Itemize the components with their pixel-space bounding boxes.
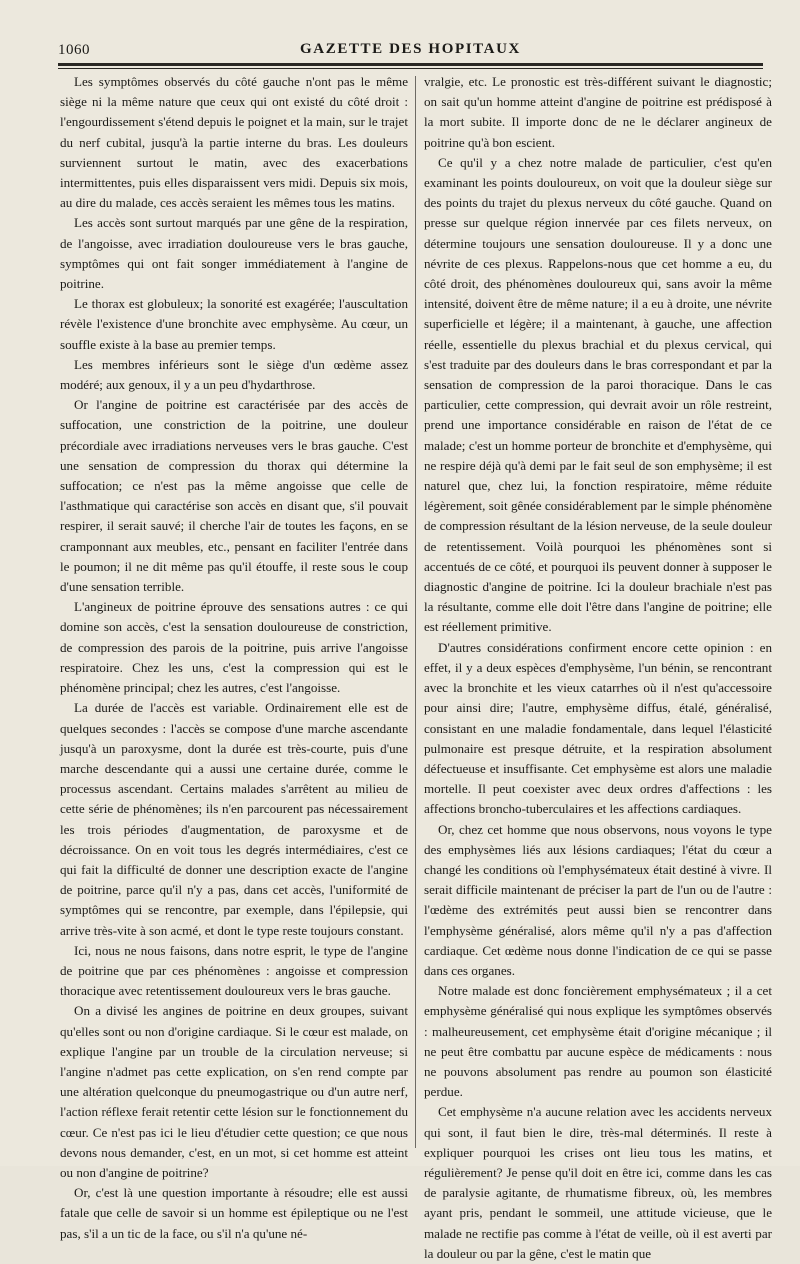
paragraph: Or l'angine de poitrine est caractérisée par des accès de suffocation, une constriction de la poitrine, une douleur précordiale avec irradiations nerveuses vers le bras gauche. C'est une sensation de compression du thorax qui détermine la suffocation; ce n'est pas la même angoisse que celle de l'asthmatique qui caractérise son accès en disant que, s'il pouvait respirer, il serait sauvé; il cherche l'air de toutes les façons, en se cramponnant aux meubles, etc., pensant en faciliter l'entrée dans le poumon; il ne dit même pas qu'il étouffe, il reste sous le coup d'une sensation terrible.	[60, 397, 408, 595]
paragraph: D'autres considérations confirment encore cette opinion : en effet, il y a deux espèces d'emphysème, l'un bénin, se rencontrant avec la bronchite et les vieux catarrhes où il n'est qu'accessoire pour ainsi dire; l'autre, emphysème diffus, étalé, généralisé, consistant en une maladie fondamentale, dans lequel l'élasticité pulmonaire est presque détruite, et la respiration absolument défectueuse et insuffisante. Cet emphysème est alors une maladie mortelle. Il peut coexister avec deux ordres d'affections : les affections broncho-tuberculaires et les affections cardiaques.	[424, 639, 772, 817]
paragraph: Ici, nous ne nous faisons, dans notre esprit, le type de l'angine de poitrine que par ces phénomènes : angoisse et compression thoracique avec retentissement douloureux vers le bras gauche.	[60, 942, 408, 999]
page-number: 1060	[58, 42, 90, 58]
left-column	[60, 72, 408, 1241]
header-rule-thin	[58, 68, 763, 69]
paragraph: Cet emphysème n'a aucune relation avec les accidents nerveux qui sont, il faut bien le dire, très-mal déterminés. Il reste à expliquer pourquoi les crises ont lieu tous les matins, et régulièrement? Je pense qu'il doit en être ici, comme dans les cas de paralysie agitante, de rhumatisme fibreux, où, les membres ayant pris, pendant le sommeil, une attitude vicieuse, que le malade ne rectifie pas comme à l'état de veille, où il est averti par la douleur ou par la gêne, c'est le matin que	[424, 1104, 772, 1261]
paragraph: La durée de l'accès est variable. Ordinairement elle est de quelques secondes : l'accès se compose d'une marche ascendante jusqu'à un paroxysme, dont la durée est très-courte, puis d'une marche descendante qui a aussi une certaine durée, comme le processus ascendant. Certains malades s'arrêtent au milieu de cette série de phénomènes; ils n'en parcourent pas nécessairement les trois périodes d'augmentation, de paroxysme et de décroissance. On en voit tous les degrés intermédiaires, c'est ce qui fait la difficulté de donner une description exacte de l'angine de poitrine, parce qu'il n'y a pas, dans cet accès, l'uniformité de symptômes qui se rencontre, par exemple, dans l'épilepsie, qui arrive très-vite à son acmé, et dont le type reste toujours constant.	[60, 700, 408, 938]
paragraph: Notre malade est donc foncièrement emphysémateux ; il a cet emphysème généralisé qui nous explique les symptômes observés : malheureusement, cet emphysème était d'origine mécanique ; il ne peut être combattu par aucune espèce de médicaments : nous ne pouvons absolument pas rendre au poumon son élasticité perdue.	[424, 983, 772, 1100]
paragraph-continued: vralgie, etc. Le pronostic est très-différent suivant le diagnostic; on sait qu'un homme atteint d'angine de poitrine est prédisposé à la mort subite. Il importe donc de ne le déclarer angineux de poitrine qu'à bon escient.	[424, 74, 772, 150]
paragraph: Les symptômes observés du côté gauche n'ont pas le même siège ni la même nature que ceux qui ont existé du côté droit : l'engourdissement s'étend depuis le poignet et la main, sur le trajet du nerf cubital, jusqu'à la partie interne du bras. Les douleurs surviennent surtout le matin, avec des exacerbations intermittentes, puis elles disparaissent vers midi. Depuis six mois, au dire du malade, ces accès seraient les mêmes tous les matins.	[60, 74, 408, 211]
header-rule-thick	[58, 63, 763, 66]
page-header	[58, 38, 763, 60]
right-column	[424, 72, 772, 1261]
paragraph: Or, c'est là une question importante à résoudre; elle est aussi fatale que celle de savoir si un homme est épileptique ou ne l'est pas, s'il a un tic de la face, ou s'il n'a qu'une né-	[60, 1185, 408, 1241]
paragraph: Ce qu'il y a chez notre malade de particulier, c'est qu'en examinant les points douloureux, on voit que la douleur siège sur des points du trajet du plexus nerveux du côté gauche. Quand on presse sur quelque région innervée par ces filets nerveux, on détermine toujours une sensation douloureuse. Il y a donc une névrite de ces plexus. Rappelons-nous que cet homme a eu, du côté droit, des phénomènes douloureux qui, sans avoir la même intensité, doivent être de même nature; il a eu à droite, une névrite superficielle et légère; il a maintenant, à gauche, une affection réelle, essentielle du plexus brachial et du plexus cervical, qui s'est traduite par des douleurs dans le bras correspondant et par la sensation de compression de la paroi thoracique. Dans le cas particulier, cette compression, qui devrait avoir un rôle restreint, prend une importance considérable en raison de l'état de ce malade; c'est un homme porteur de bronchite et d'emphysème, qui ne respire déjà qu'à demi par le fait seul de son emphysème; il est naturel que, chez lui, la fonction respiratoire, même réduite légèrement, soit gênée considérablement par le simple phénomène de compression résultant de la lésion nerveuse, de la seule douleur de retentissement. Voilà pourquoi les phénomènes sont si accentués de ce côté, et pourquoi ils peuvent donner à supposer le diagnostic d'angine de poitrine. Ici la douleur brachiale n'est pas la résultante, comme elle doit l'être dans l'angine de poitrine; elle est réellement primitive.	[424, 154, 772, 635]
column-divider	[415, 76, 416, 1148]
paragraph: Or, chez cet homme que nous observons, nous voyons le type des emphysèmes liés aux lésions cardiaques; l'état du cœur a changé les conditions où l'emphysémateux était destiné à vivre. Il serait difficile maintenant de préciser la part de l'un ou de l'autre : l'œdème des extrémités peut aussi bien se rencontrer dans l'emphysème généralisé, alors même qu'il n'y a pas d'affection cardiaque. Cet œdème nous donne l'indication de ce qui se passe dans ces organes.	[424, 821, 772, 978]
paragraph: Le thorax est globuleux; la sonorité est exagérée; l'auscultation révèle l'existence d'une bronchite avec emphysème. Au cœur, un souffle existe à la base au premier temps.	[60, 296, 408, 352]
paragraph: Les accès sont surtout marqués par une gêne de la respiration, de l'angoisse, avec irradiation douloureuse vers le bras gauche, symptômes qui ont fait songer immédiatement à l'angine de poitrine.	[60, 215, 408, 292]
journal-title: GAZETTE DES HOPITAUX	[300, 41, 521, 57]
paragraph: Les membres inférieurs sont le siège d'un œdème assez modéré; aux genoux, il y a un peu d'hydarthrose.	[60, 356, 408, 393]
paragraph: On a divisé les angines de poitrine en deux groupes, suivant qu'elles sont ou non d'origine cardiaque. Si le cœur est malade, on explique l'angine par un trouble de la circulation nerveuse; si l'angine n'admet pas cette explication, on s'en rend compte par une altération quelconque du pneumogastrique ou d'un autre nerf, l'action réflexe ferait retentir cette lésion sur le fonctionnement du cœur. Ce n'est pas ici le lieu d'étudier cette question; ce que nous devons nous demander, c'est, en un mot, si cet homme est atteint ou non d'angine de poitrine?	[60, 1003, 408, 1180]
paragraph: L'angineux de poitrine éprouve des sensations autres : ce qui domine son accès, c'est la sensation douloureuse de constriction, de compression des parois de la poitrine, puis arrive l'angoisse respiratoire. Chez les uns, c'est la compression qui est le phénomène principal; chez les autres, c'est l'angoisse.	[60, 599, 408, 696]
